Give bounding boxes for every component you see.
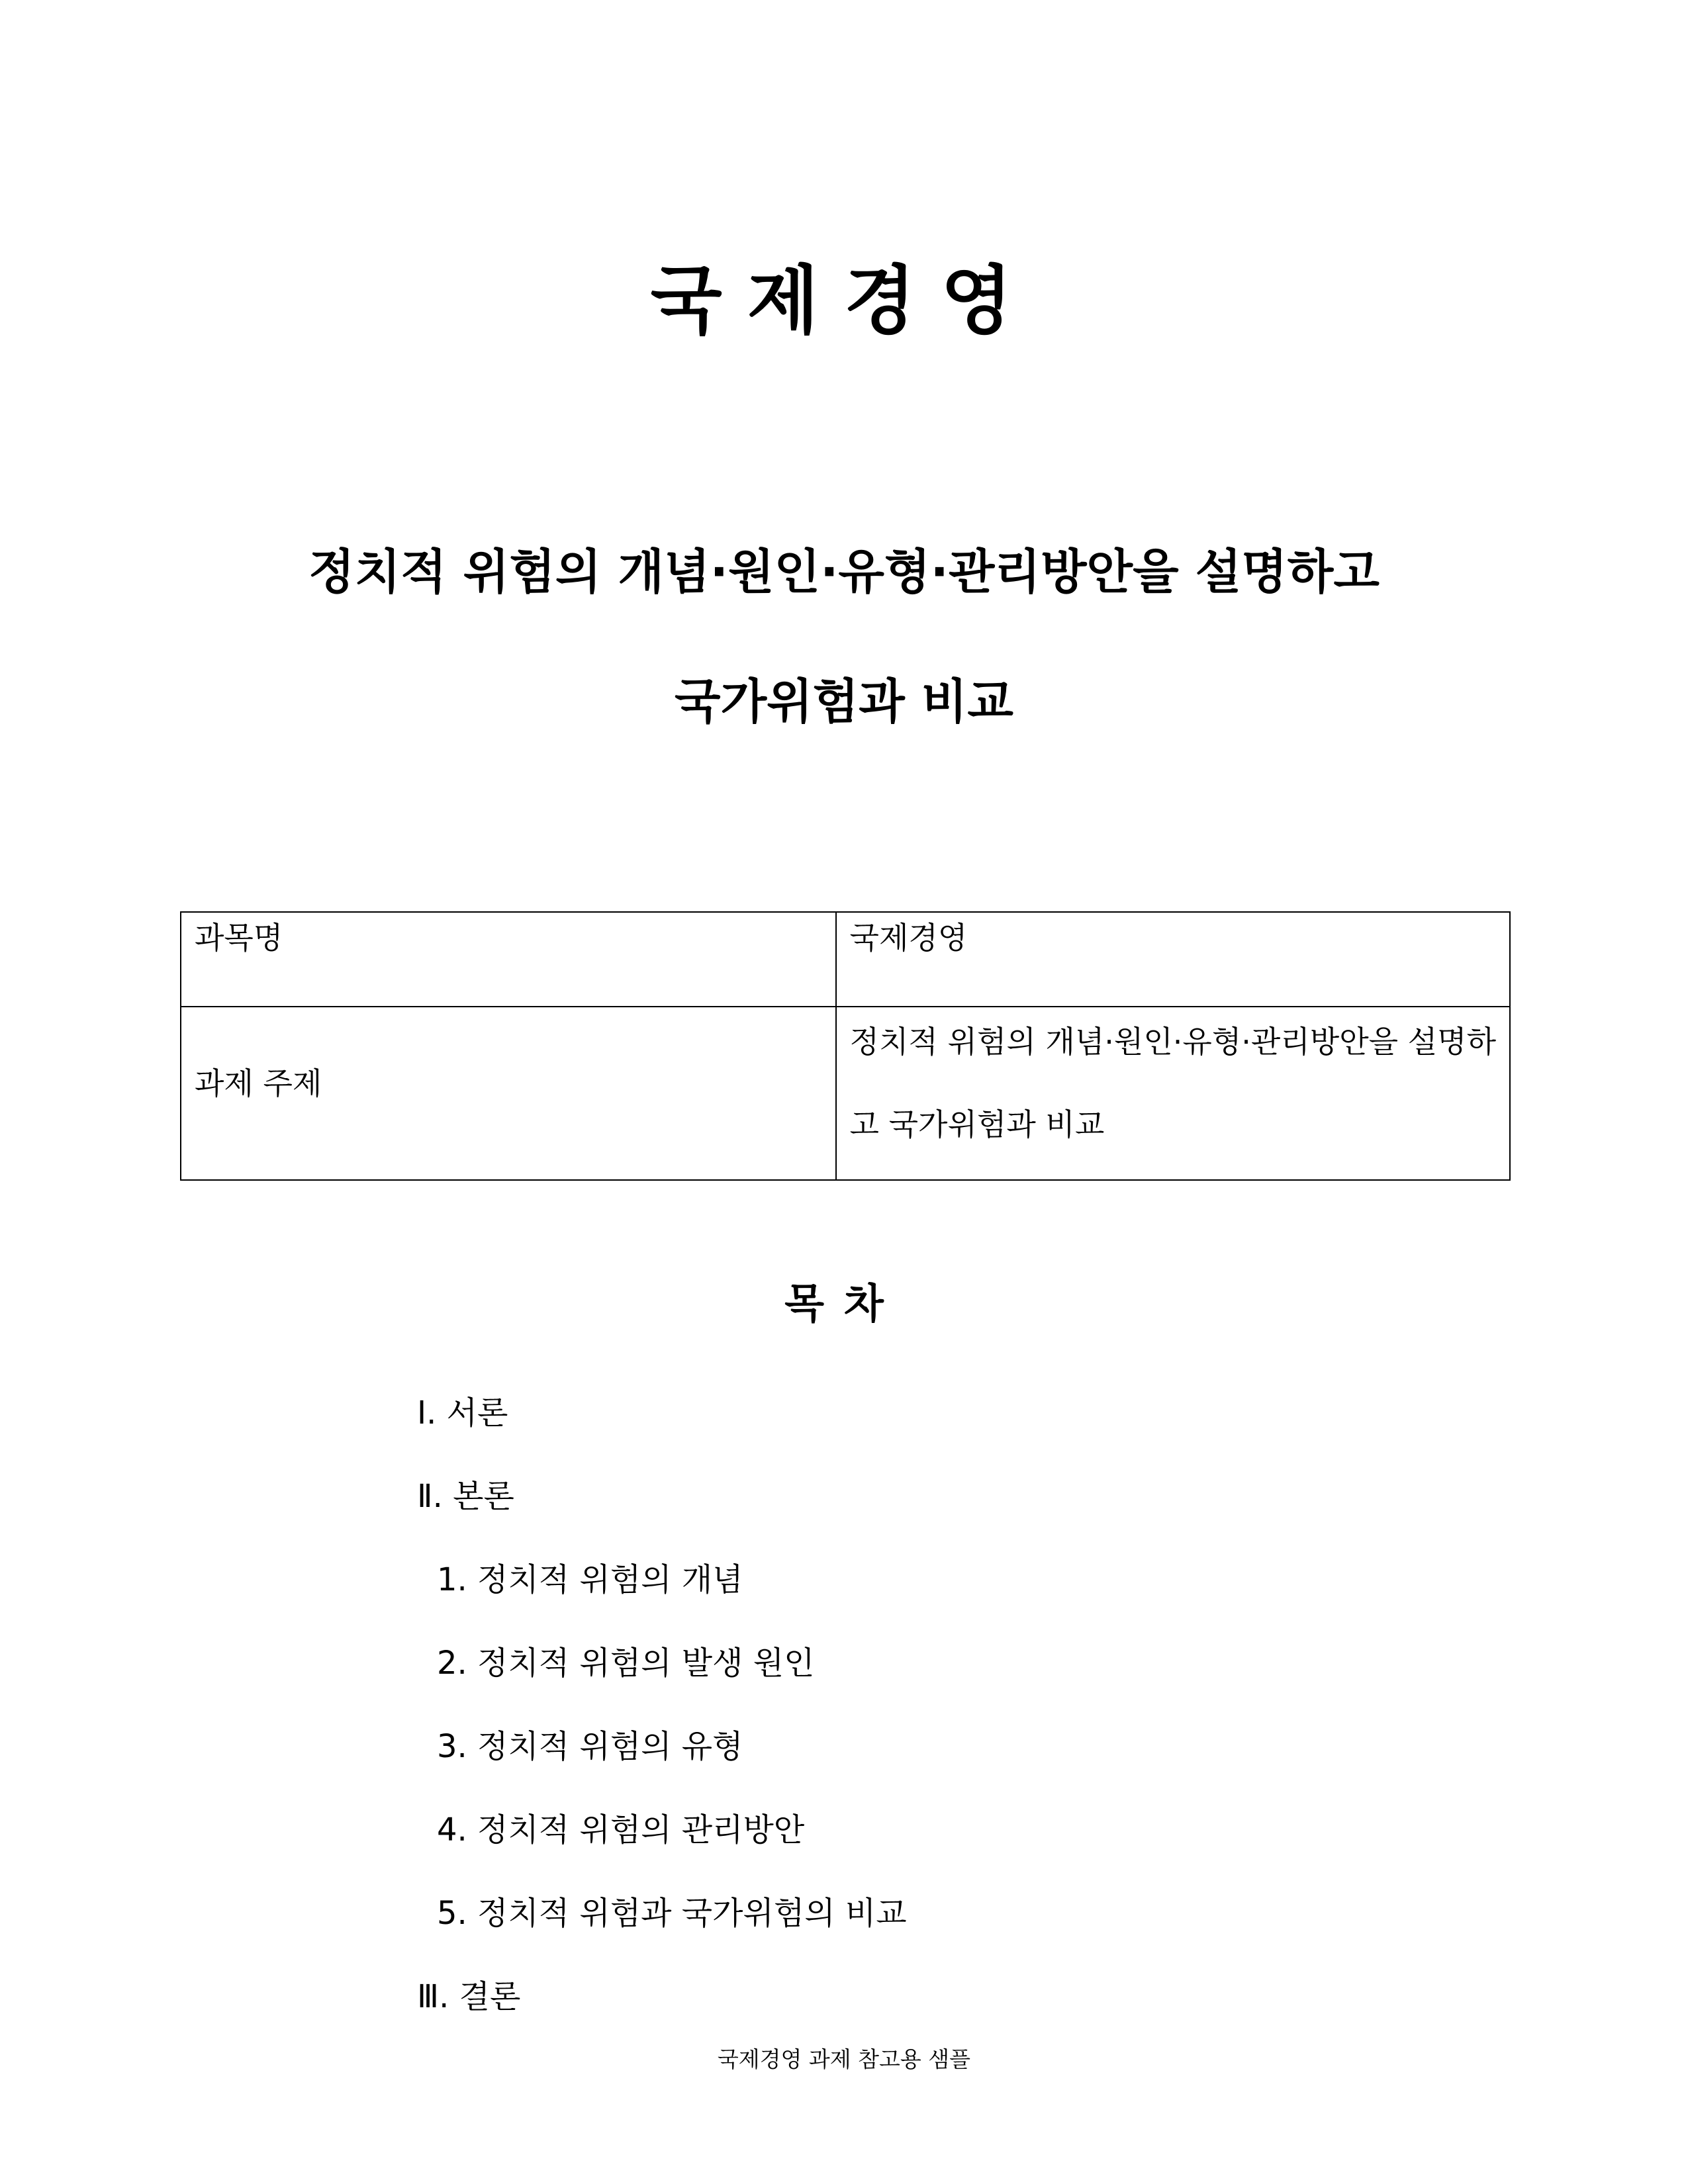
topic-label: 과제 주제 xyxy=(181,1007,836,1180)
info-table xyxy=(180,911,1511,1181)
course-value: 국제경영 xyxy=(836,912,1510,1007)
toc-item-types: 3. 정치적 위험의 유형 xyxy=(437,1728,743,1765)
course-label: 과목명 xyxy=(181,912,836,1007)
toc-list xyxy=(417,1393,1476,2060)
toc-item-concept: 1. 정치적 위험의 개념 xyxy=(437,1561,743,1598)
toc-item-introduction: Ⅰ. 서론 xyxy=(417,1394,508,1432)
toc-item-body: Ⅱ. 본론 xyxy=(417,1478,514,1515)
page-footer: 국제경영 과제 참고용 샘플 xyxy=(717,2046,971,2072)
table-row-course xyxy=(181,912,1510,1007)
toc-item-management: 4. 정치적 위험의 관리방안 xyxy=(437,1811,805,1848)
topic-value-line-1: 정치적 위험의 개념·원인·유형·관리방안을 설명하 xyxy=(849,1024,1496,1060)
toc-item-causes: 2. 정치적 위험의 발생 원인 xyxy=(437,1645,815,1682)
toc-item-conclusion: Ⅲ. 결론 xyxy=(417,1978,521,2015)
toc-item-comparison: 5. 정치적 위험과 국가위험의 비교 xyxy=(437,1895,907,1932)
table-row-topic xyxy=(181,1007,1510,1180)
topic-value xyxy=(836,1007,1510,1180)
toc-title: 목차 xyxy=(784,1279,904,1328)
topic-value-line-2: 고 국가위험과 비교 xyxy=(849,1107,1105,1142)
subtitle-line-1: 정치적 위험의 개념·원인·유형·관리방안을 설명하고 xyxy=(308,544,1380,600)
page-title: 국제경영 xyxy=(650,258,1038,344)
subtitle-line-2: 국가위험과 비교 xyxy=(675,674,1013,729)
